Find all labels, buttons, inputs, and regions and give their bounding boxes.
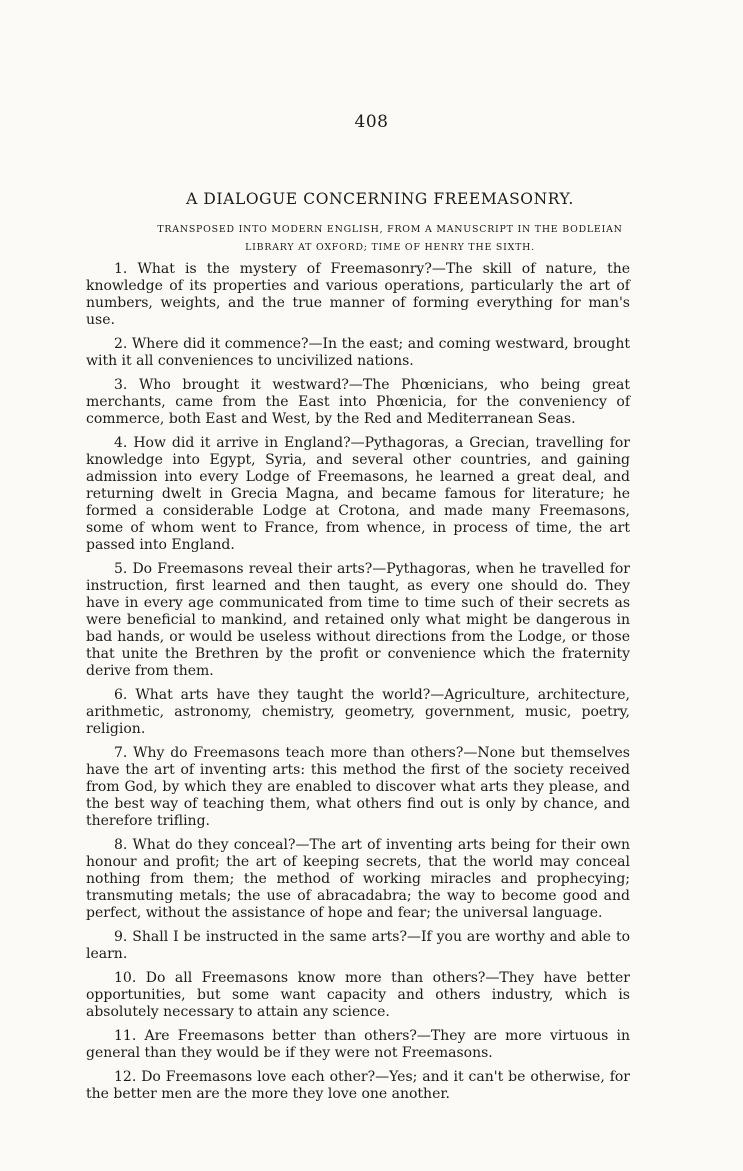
subtitle-line-1: TRANSPOSED INTO MODERN ENGLISH, FROM A MANUSCRIPT IN THE BODLEIAN <box>157 224 623 235</box>
dialogue-entry-7 <box>86 745 630 830</box>
dialogue-entry-2 <box>86 336 630 370</box>
entry-text: Are Freemasons better than others?—They are more virtuous in general than they would be if they were not Freemasons. <box>86 1028 630 1061</box>
entry-text: Why do Freemasons teach more than others?—None but themselves have the art of inventing arts: this method the first of the society received from God, by which they are enabled to discover what arts they please, and the best way of teaching them, what others find out is only by chance, and therefore trifling. <box>86 745 630 829</box>
entry-number: 10. <box>114 970 137 986</box>
dialogue-entry-1 <box>86 261 630 329</box>
entry-number: 1. <box>114 261 128 277</box>
entry-number: 11. <box>114 1028 137 1044</box>
dialogue-entry-8 <box>86 837 630 922</box>
entry-text: What do they conceal?—The art of inventing arts being for their own honour and profit; the art of keeping secrets, that the world may conceal nothing from them; the method of working miracles and prophecying; transmuting metals; the use of abracadabra; the way to become good and perfect, without the assistance of hope and fear; the universal language. <box>86 837 630 921</box>
entry-number: 5. <box>114 561 128 577</box>
subtitle-line-2: LIBRARY AT OXFORD; TIME OF HENRY THE SIXTH. <box>245 242 535 253</box>
dialogue-entry-5 <box>86 561 630 680</box>
dialogue-entry-10 <box>86 970 630 1021</box>
entry-number: 8. <box>114 837 128 853</box>
entry-text: Where did it commence?—In the east; and coming westward, brought with it all conveniences to uncivilized nations. <box>86 336 630 369</box>
entry-text: Shall I be instructed in the same arts?—If you are worthy and able to learn. <box>86 929 630 962</box>
dialogue-entry-11 <box>86 1028 630 1062</box>
entry-number: 4. <box>114 435 128 451</box>
subtitle <box>90 221 690 257</box>
entry-text: How did it arrive in England?—Pythagoras, a Grecian, travelling for knowledge into Egypt, Syria, and several other countries, and gaining admission into every Lodge of Freemasons, he learned a great deal, and returning dwelt in Grecia Magna, and became famous for literature; he formed a considerable Lodge at Crotona, and made many Freemasons, some of whom went to France, from whence, in process of time, the art passed into England. <box>86 435 630 553</box>
dialogue-entry-3 <box>86 377 630 428</box>
entry-number: 2. <box>114 336 128 352</box>
page-title: A DIALOGUE CONCERNING FREEMASONRY. <box>186 190 574 208</box>
entry-number: 12. <box>114 1069 137 1085</box>
entry-text: What is the mystery of Freemasonry?—The skill of nature, the knowledge of its properties and various operations, particularly the art of numbers, weights, and the true manner of forming everything for man's use. <box>86 261 631 328</box>
dialogue-body <box>86 261 630 1110</box>
entry-text: Who brought it westward?—The Phœnicians, who being great merchants, came from the East into Phœnicia, for the conveniency of commerce, both East and West, by the Red and Mediterranean Seas. <box>86 377 631 427</box>
page-number: 408 <box>354 112 389 132</box>
dialogue-entry-9 <box>86 929 630 963</box>
dialogue-entry-4 <box>86 435 630 554</box>
entry-number: 6. <box>114 687 128 703</box>
entry-number: 7. <box>114 745 128 761</box>
entry-number: 9. <box>114 929 128 945</box>
entry-number: 3. <box>114 377 128 393</box>
entry-text: Do Freemasons love each other?—Yes; and it can't be otherwise, for the better men are the more they love one another. <box>86 1069 631 1102</box>
dialogue-entry-12 <box>86 1069 630 1103</box>
dialogue-entry-6 <box>86 687 630 738</box>
entry-text: Do all Freemasons know more than others?—They have better opportunities, but some want capacity and others industry, which is absolutely necessary to attain any science. <box>86 970 630 1020</box>
entry-text: What arts have they taught the world?—Agriculture, architecture, arithmetic, astronomy, chemistry, geometry, government, music, poetry, religion. <box>86 687 630 737</box>
entry-text: Do Freemasons reveal their arts?—Pythagoras, when he travelled for instruction, first learned and then taught, as every one should do. They have in every age communicated from time to time such of their secrets as were beneficial to mankind, and retained only what might be dangerous in bad hands, or would be useless without directions from the Lodge, or those that unite the Brethren by the profit or convenience which the fraternity derive from them. <box>86 561 631 679</box>
